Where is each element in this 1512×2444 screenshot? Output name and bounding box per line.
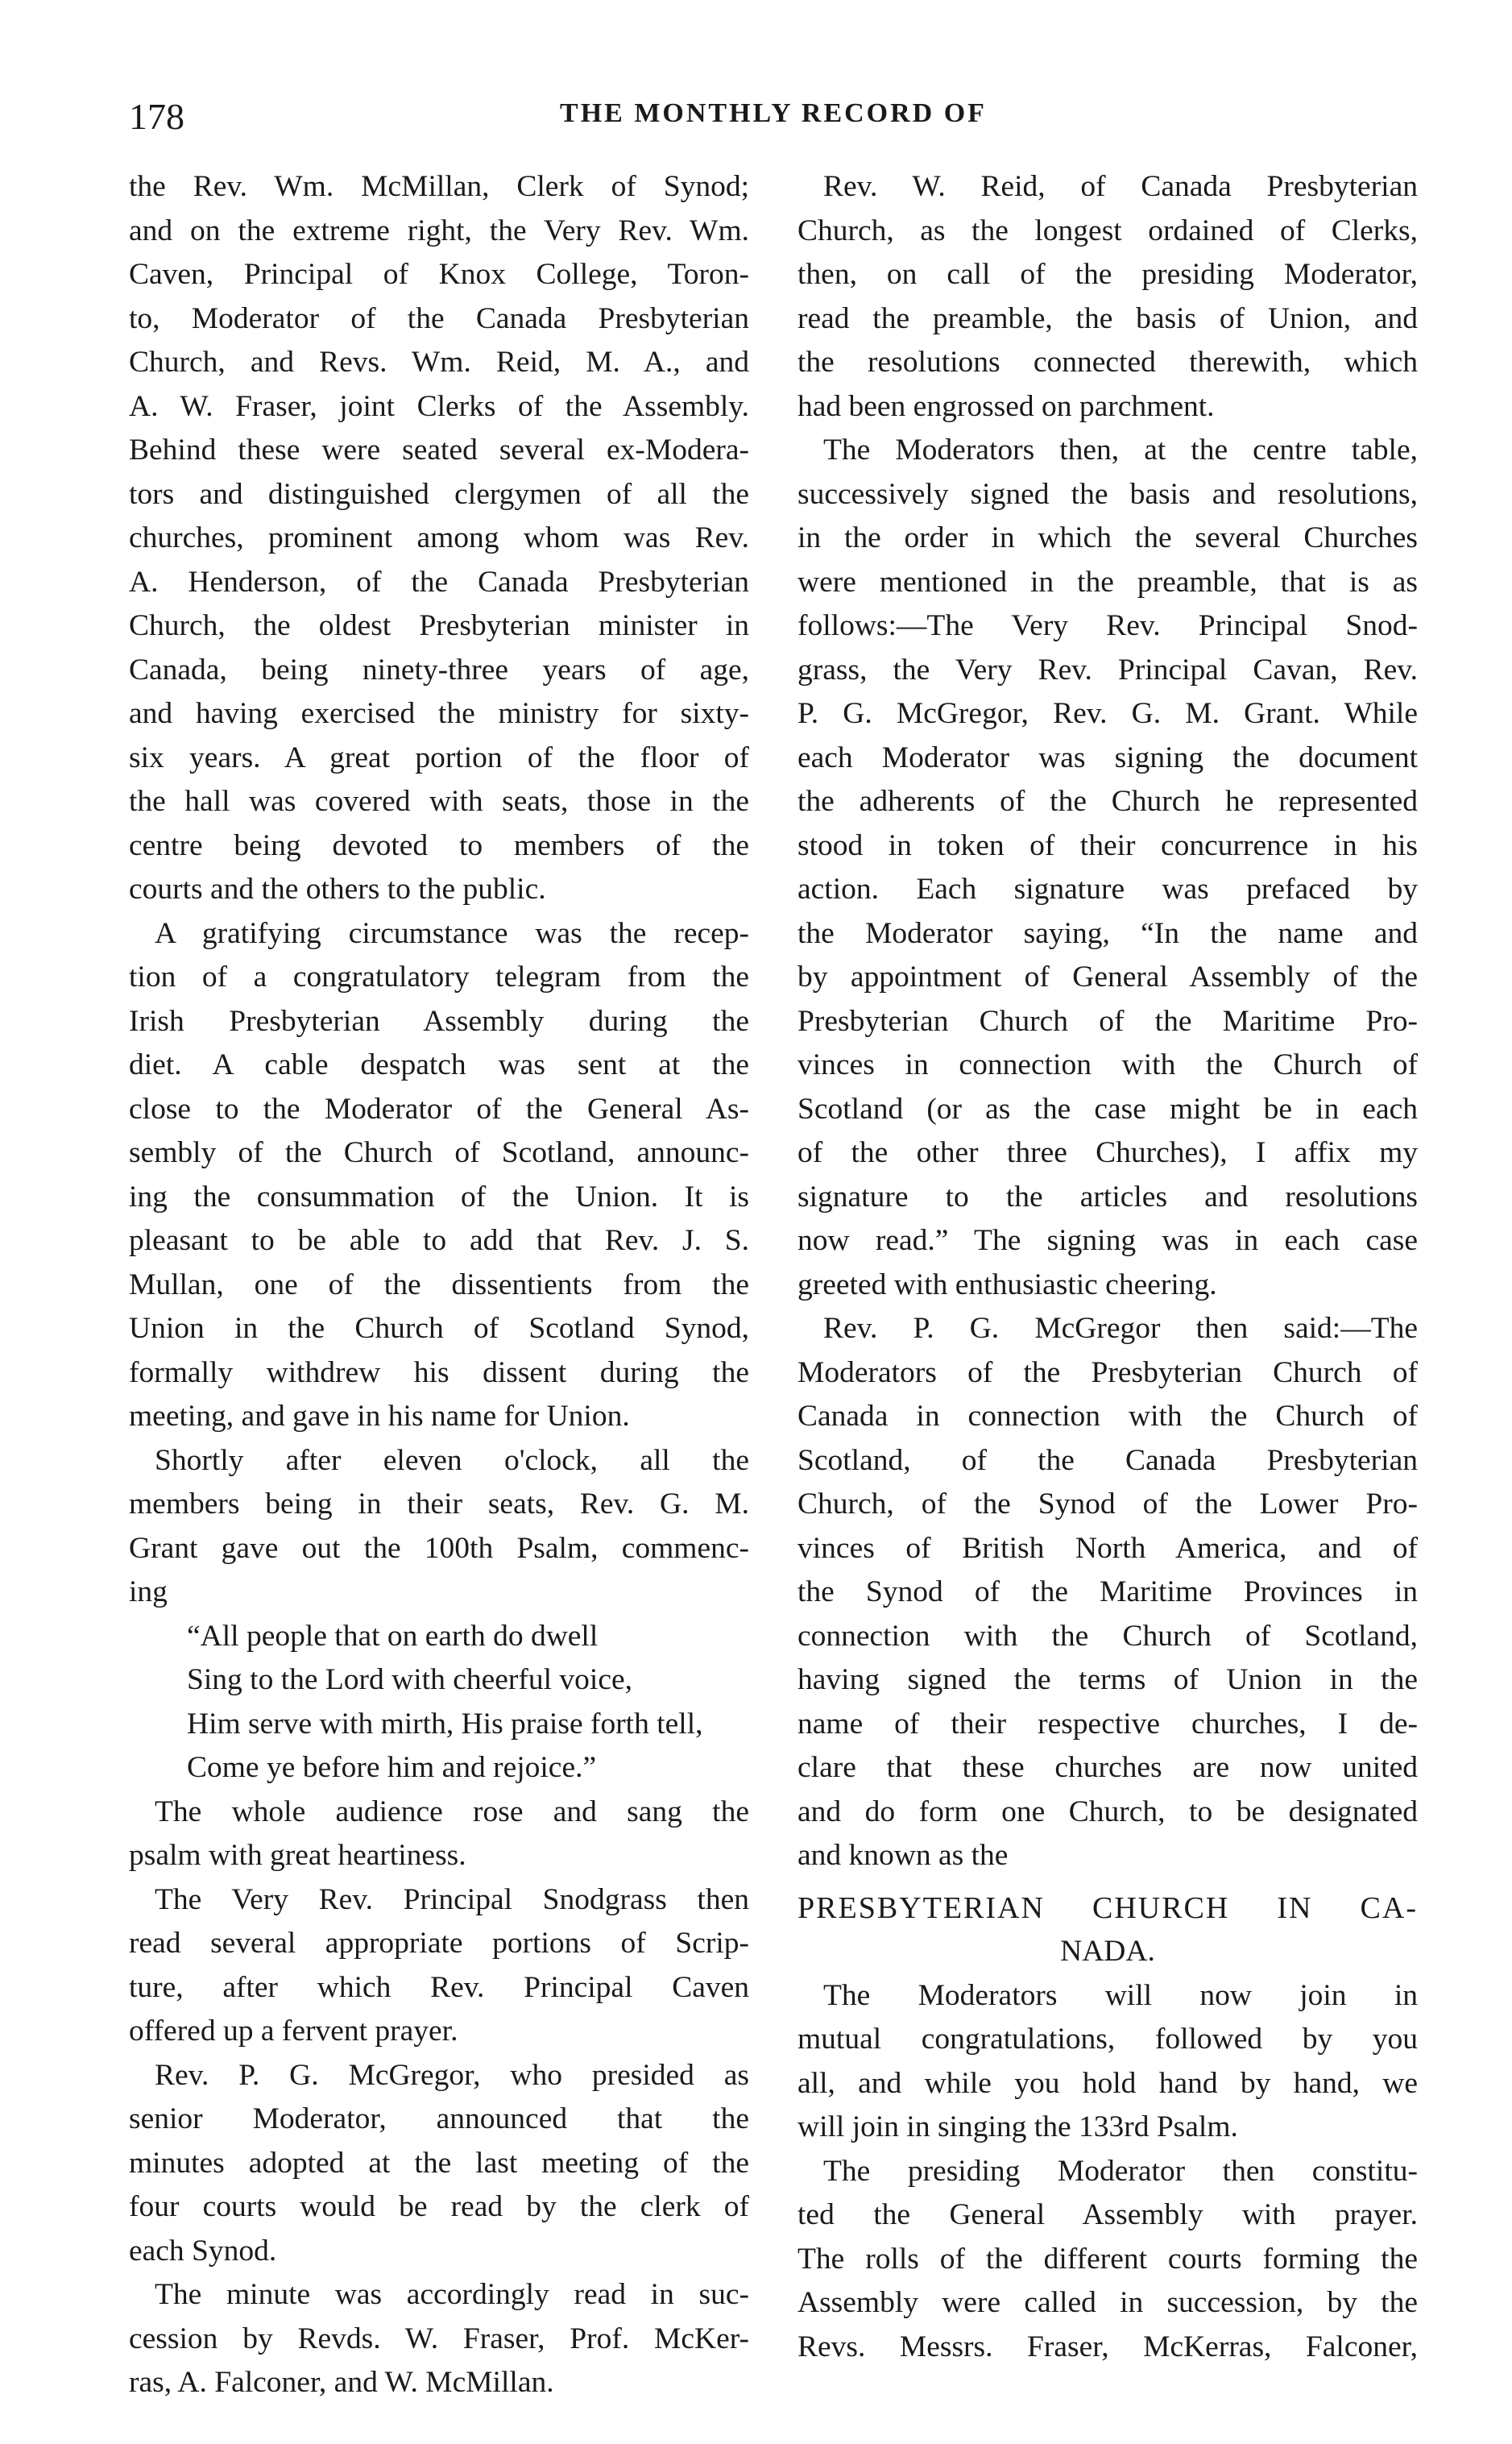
text-line: vinces of British North America, and of	[797, 1531, 1418, 1565]
text-line: Caven, Principal of Knox College, Toron-	[129, 258, 749, 291]
text-line: senior Moderator, announced that the	[129, 2102, 749, 2135]
text-line: Him serve with mirth, His praise forth tell,	[187, 1707, 703, 1741]
running-head	[129, 95, 1418, 143]
text-line: had been engrossed on parchment.	[797, 389, 1215, 423]
text-line: and having exercised the ministry for sixty-	[129, 697, 749, 730]
text-line: Revs. Messrs. Fraser, McKerras, Falconer,	[797, 2330, 1418, 2363]
text-line: close to the Moderator of the General As-	[129, 1092, 749, 1126]
text-line: meeting, and gave in his name for Union.	[129, 1400, 630, 1433]
text-line: signature to the articles and resolutions	[797, 1180, 1418, 1214]
text-line: The Moderators then, at the centre table,	[823, 434, 1418, 467]
text-line: ing	[129, 1575, 168, 1608]
text-line: ing the consummation of the Union. It is	[129, 1180, 749, 1214]
text-line: P. G. McGregor, Rev. G. M. Grant. While	[797, 697, 1418, 730]
text-line: centre being devoted to members of the	[129, 828, 749, 862]
text-line: the Rev. Wm. McMillan, Clerk of Synod;	[129, 170, 749, 203]
section-gap	[797, 1878, 1418, 1886]
text-line: diet. A cable despatch was sent at the	[129, 1048, 749, 1081]
text-line: “All people that on earth do dwell	[187, 1619, 599, 1653]
text-line: four courts would be read by the clerk of	[129, 2190, 749, 2223]
text-line: Grant gave out the 100th Psalm, commenc-	[129, 1531, 749, 1565]
text-line: Mullan, one of the dissentients from the	[129, 1268, 749, 1301]
text-line: pleasant to be able to add that Rev. J. S.	[129, 1224, 749, 1257]
text-line: formally withdrew his dissent during the	[129, 1355, 749, 1389]
text-line: Canada in connection with the Church of	[797, 1400, 1418, 1433]
text-line: stood in token of their concurrence in his	[797, 828, 1418, 862]
text-line: name of their respective churches, I de-	[797, 1707, 1418, 1741]
text-line: A gratifying circumstance was the recep-	[155, 916, 749, 950]
text-line: the adherents of the Church he represented	[797, 785, 1418, 818]
text-line: the Synod of the Maritime Provinces in	[797, 1575, 1418, 1608]
text-line: minutes adopted at the last meeting of the	[129, 2146, 749, 2180]
text-line: offered up a fervent prayer.	[129, 2015, 458, 2048]
text-line: were mentioned in the preamble, that is as	[797, 565, 1418, 599]
text-line: the hall was covered with seats, those in the	[129, 785, 749, 818]
text-line: cession by Revds. W. Fraser, Prof. McKer-	[129, 2322, 749, 2355]
section-heading-line: PRESBYTERIAN CHURCH IN CA-	[797, 1890, 1418, 1925]
text-line: A. W. Fraser, joint Clerks of the Assembly.	[129, 389, 749, 423]
text-line: successively signed the basis and resolutions,	[797, 477, 1418, 511]
text-line: each Moderator was signing the document	[797, 741, 1418, 774]
text-line: read several appropriate portions of Scrip-	[129, 1927, 749, 1960]
text-line: Presbyterian Church of the Maritime Pro-	[797, 1004, 1418, 1038]
text-line: follows:—The Very Rev. Principal Snod-	[797, 609, 1418, 642]
text-line: mutual congratulations, followed by you	[797, 2023, 1418, 2056]
text-line: ted the General Assembly with prayer.	[797, 2198, 1418, 2231]
text-line: Church, the oldest Presbyterian minister in	[129, 609, 749, 642]
text-line: six years. A great portion of the floor of	[129, 741, 749, 774]
text-line: Assembly were called in succession, by the	[797, 2286, 1418, 2319]
text-line: all, and while you hold hand by hand, we	[797, 2066, 1418, 2100]
text-line: clare that these churches are now united	[797, 1751, 1418, 1784]
text-line: Scotland, of the Canada Presbyterian	[797, 1443, 1418, 1477]
text-line: Union in the Church of Scotland Synod,	[129, 1312, 749, 1345]
text-line: courts and the others to the public.	[129, 873, 546, 906]
text-line: to, Moderator of the Canada Presbyterian	[129, 301, 749, 335]
text-line: Behind these were seated several ex-Modera-	[129, 434, 749, 467]
text-line: members being in their seats, Rev. G. M.	[129, 1488, 749, 1521]
text-line: vinces in connection with the Church of	[797, 1048, 1418, 1081]
text-line: Irish Presbyterian Assembly during the	[129, 1004, 749, 1038]
text-line: Church, as the longest ordained of Clerks,	[797, 214, 1418, 247]
text-line: churches, prominent among whom was Rev.	[129, 521, 749, 554]
text-line: action. Each signature was prefaced by	[797, 873, 1418, 906]
text-line: the resolutions connected therewith, which	[797, 346, 1418, 379]
page-number: 178	[129, 96, 184, 137]
text-line: sembly of the Church of Scotland, announc-	[129, 1136, 749, 1169]
text-line: The whole audience rose and sang the	[155, 1795, 749, 1828]
text-line: Rev. P. G. McGregor, who presided as	[155, 2058, 749, 2092]
text-line: now read.” The signing was in each case	[797, 1224, 1418, 1257]
text-line: tion of a congratulatory telegram from the	[129, 961, 749, 994]
text-line: Shortly after eleven o'clock, all the	[155, 1443, 749, 1477]
text-line: ras, A. Falconer, and W. McMillan.	[129, 2366, 554, 2399]
text-line: Church, and Revs. Wm. Reid, M. A., and	[129, 346, 749, 379]
text-line: and on the extreme right, the Very Rev. Wm.	[129, 214, 749, 247]
text-line: by appointment of General Assembly of the	[797, 961, 1418, 994]
text-line: Scotland (or as the case might be in each	[797, 1092, 1418, 1126]
text-line: having signed the terms of Union in the	[797, 1663, 1418, 1696]
text-line: will join in singing the 133rd Psalm.	[797, 2110, 1238, 2143]
text-line: the Moderator saying, “In the name and	[797, 916, 1418, 950]
text-line: Moderators of the Presbyterian Church of	[797, 1355, 1418, 1389]
text-line: The Moderators will now join in	[823, 1978, 1418, 2012]
text-line: then, on call of the presiding Moderator,	[797, 258, 1418, 291]
text-line: psalm with great heartiness.	[129, 1839, 466, 1872]
text-line: grass, the Very Rev. Principal Cavan, Rev.	[797, 653, 1418, 687]
text-line: and do form one Church, to be designated	[797, 1795, 1418, 1828]
text-line: The rolls of the different courts forming the	[797, 2242, 1418, 2276]
text-line: tors and distinguished clergymen of all the	[129, 477, 749, 511]
left-column	[129, 165, 749, 2405]
text-line: Sing to the Lord with cheerful voice,	[187, 1663, 632, 1696]
text-line: The presiding Moderator then constitu-	[823, 2154, 1418, 2188]
text-line: Church, of the Synod of the Lower Pro-	[797, 1488, 1418, 1521]
text-line: and known as the	[797, 1839, 1009, 1872]
text-line: of the other three Churches), I affix my	[797, 1136, 1418, 1169]
text-line: Rev. P. G. McGregor then said:—The	[823, 1312, 1418, 1345]
text-line: connection with the Church of Scotland,	[797, 1619, 1418, 1653]
text-line: The Very Rev. Principal Snodgrass then	[155, 1882, 749, 1916]
section-heading-line: NADA.	[1060, 1935, 1155, 1968]
text-line: Canada, being ninety-three years of age,	[129, 653, 749, 687]
right-column	[797, 165, 1418, 2369]
text-line: in the order in which the several Churches	[797, 521, 1418, 554]
text-line: ture, after which Rev. Principal Caven	[129, 1970, 749, 2004]
text-line: A. Henderson, of the Canada Presbyterian	[129, 565, 749, 599]
text-line: greeted with enthusiastic cheering.	[797, 1268, 1217, 1301]
text-line: The minute was accordingly read in suc-	[155, 2278, 749, 2311]
text-line: each Synod.	[129, 2234, 277, 2268]
running-title: THE MONTHLY RECORD OF	[560, 98, 987, 128]
text-line: read the preamble, the basis of Union, and	[797, 301, 1418, 335]
text-line: Come ye before him and rejoice.”	[187, 1751, 597, 1784]
text-line: Rev. W. Reid, of Canada Presbyterian	[823, 170, 1418, 203]
